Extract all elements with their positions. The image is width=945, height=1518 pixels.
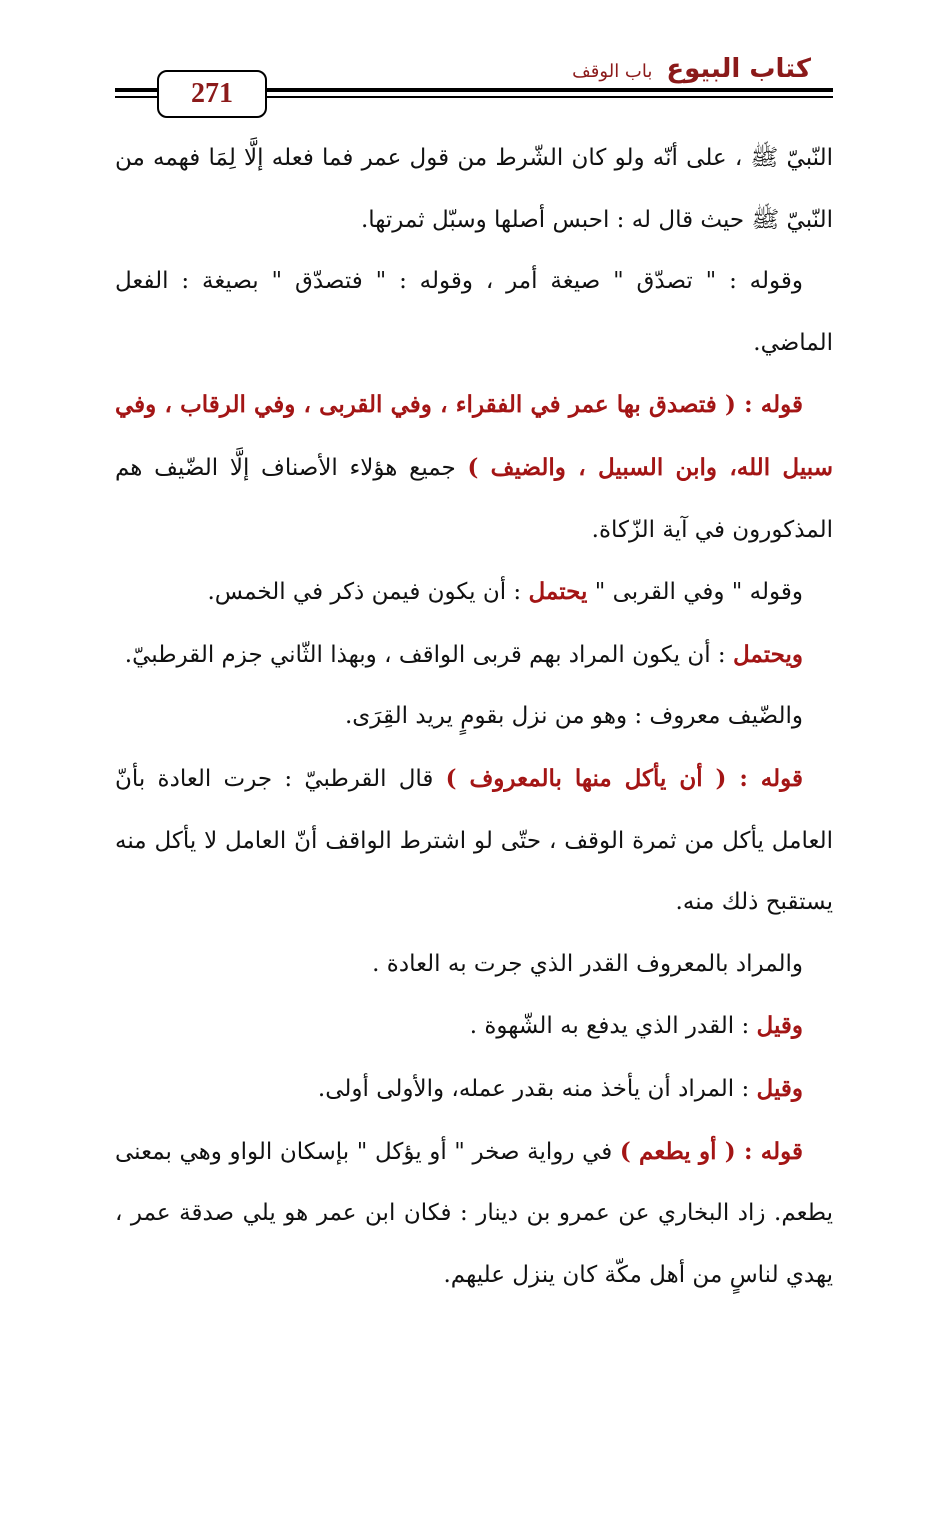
keyword-lead: وقيل xyxy=(756,1074,803,1102)
paragraph xyxy=(115,995,833,1058)
keyword-lead: وقيل xyxy=(756,1012,803,1040)
paragraph xyxy=(115,561,833,624)
paragraph xyxy=(115,128,833,251)
paragraph-text: والضّيف معروف : وهو من نزل بقومٍ يريد القِرَى. xyxy=(344,703,803,730)
page-body xyxy=(115,128,833,1306)
quote-lead: قوله : ( أو يطعم ) xyxy=(619,1137,803,1165)
paragraph-text: والمراد بالمعروف القدر الذي جرت به العادة . xyxy=(372,950,803,977)
keyword-lead: ويحتمل xyxy=(732,640,803,668)
quote-lead: قوله : ( فتصدق بها عمر في الفقراء ، وفي القربى ، وفي الرقاب ، وفي سبيل الله، وابن السبيل ، والضيف ) xyxy=(115,391,834,481)
paragraph-text: : أن يكون فيمن ذكر في الخمس. xyxy=(207,579,529,606)
paragraph-text: : المراد أن يأخذ منه بقدر عمله، والأولى أولى. xyxy=(317,1075,757,1102)
paragraph-text: في رواية صخر " أو يؤكل " بإسكان الواو وهي بمعنى يطعم. زاد البخاري عن عمرو بن دينار : فكان ابن عمر هو يلي صدقة عمر ، يهدي لناسٍ من أهل مكّة كان ينزل عليهم. xyxy=(115,1138,833,1288)
paragraph-text: : القدر الذي يدفع به الشّهوة . xyxy=(469,1013,757,1040)
paragraph xyxy=(115,251,833,374)
paragraph-text: جميع هؤلاء الأصناف إلَّا الضّيف هم المذكورون في آية الزّكاة. xyxy=(115,454,833,543)
paragraph xyxy=(115,1121,833,1307)
paragraph xyxy=(115,748,833,934)
paragraph-text: قال القرطبيّ : جرت العادة بأنّ العامل يأكل من ثمرة الوقف ، حتّى لو اشترط الواقف أنّ العامل لا يأكل منه يستقبح ذلك منه. xyxy=(115,765,833,916)
page-header xyxy=(115,50,833,120)
paragraph-text: : أن يكون المراد بهم قربى الواقف ، وبهذا الثّاني جزم القرطبيّ. xyxy=(124,641,733,668)
paragraph xyxy=(115,686,833,748)
paragraph-text: النّبيّ ﷺ ، على أنّه ولو كان الشّرط من قول عمر فما فعله إلَّا لِمَا فهمه من النّبيّ ﷺ حيث قال له : احبس أصلها وسبّل ثمرتها. xyxy=(115,145,833,233)
running-head xyxy=(572,54,811,84)
chapter-title: باب الوقف xyxy=(572,61,653,82)
paragraph-pre: وقوله " وفي القربى " xyxy=(587,579,803,606)
book-title: كتاب البيوع xyxy=(666,54,811,84)
page-number: 271 xyxy=(191,78,233,109)
keyword-lead: يحتمل xyxy=(528,578,588,606)
paragraph xyxy=(115,1058,833,1121)
quote-lead: قوله : ( أن يأكل منها بالمعروف ) xyxy=(445,764,803,792)
page-number-box xyxy=(157,70,267,118)
paragraph-text: وقوله : " تصدّق " صيغة أمر ، وقوله : " فتصدّق " بصيغة : الفعل الماضي. xyxy=(115,268,833,356)
paragraph xyxy=(115,934,833,996)
paragraph xyxy=(115,624,833,687)
paragraph xyxy=(115,374,833,561)
